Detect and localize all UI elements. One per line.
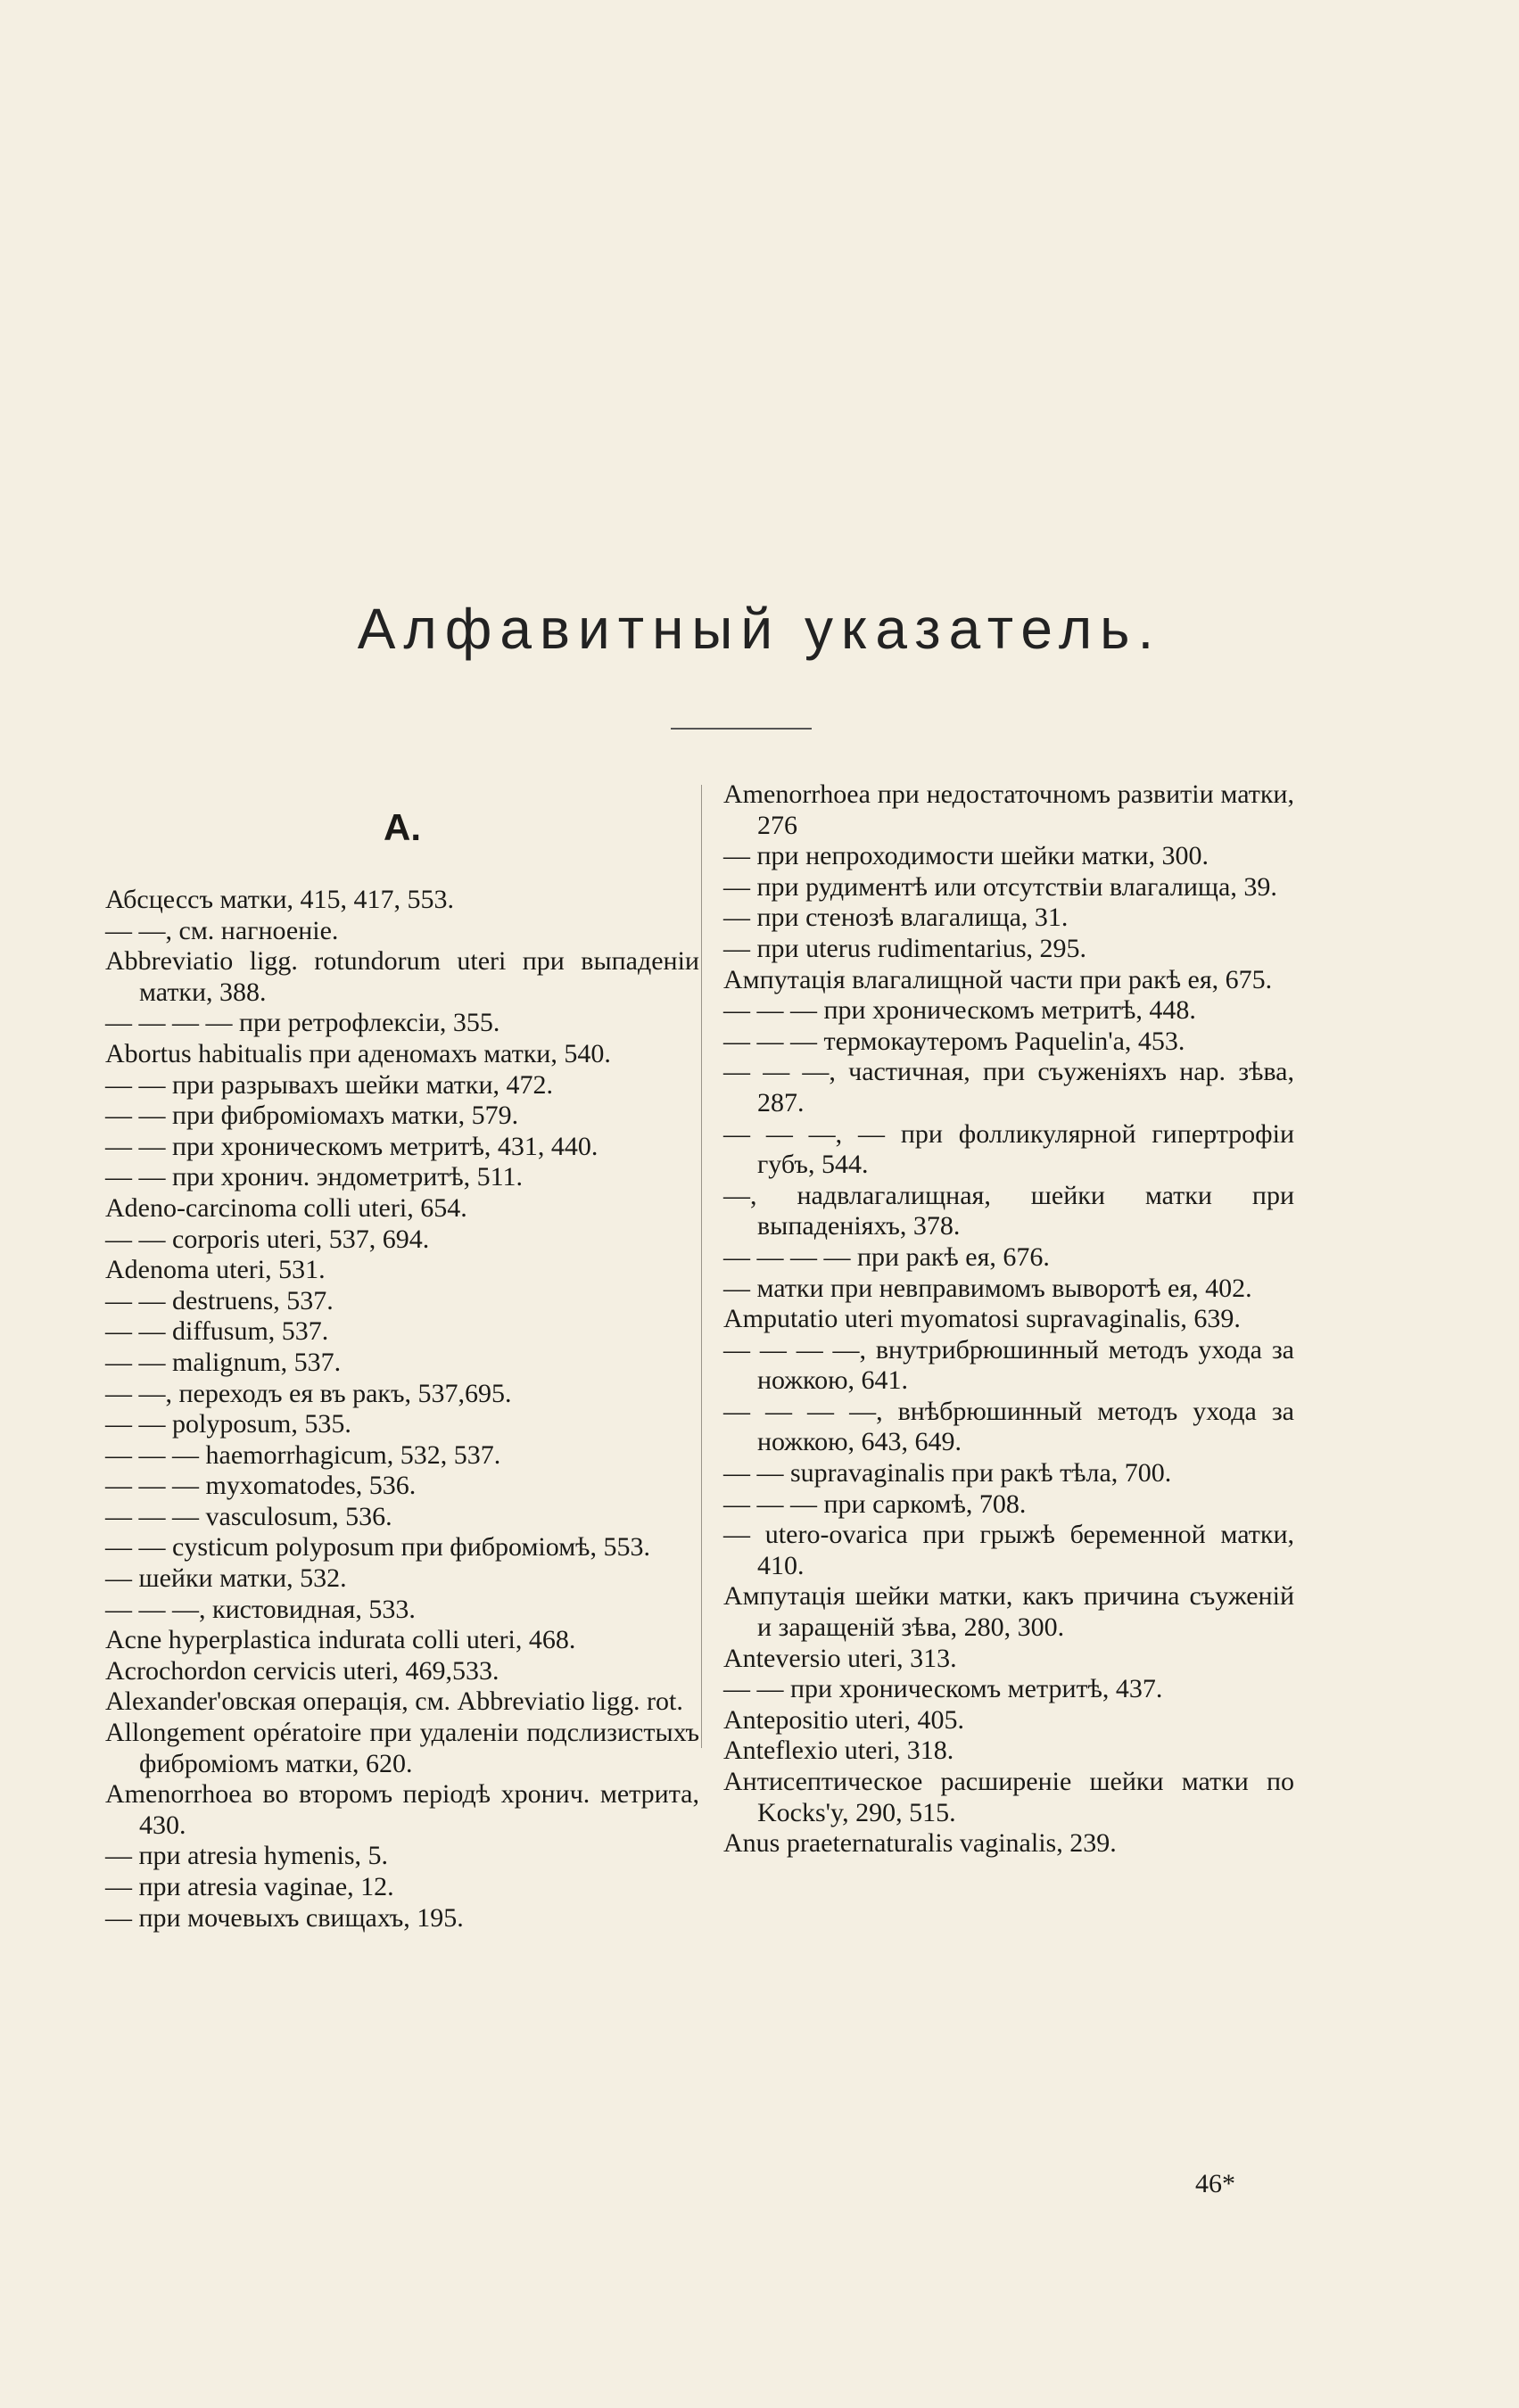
- title-rule: [671, 728, 812, 730]
- index-entry: — — при фиброміомахъ матки, 579.: [105, 1101, 519, 1131]
- index-entry: — — — myxomatodes, 536.: [105, 1471, 417, 1501]
- index-entry: Amputatio uteri myomatosi supravaginalis, 639.: [723, 1304, 1241, 1334]
- index-entry: — — — термокаутеромъ Paquelin'a, 453.: [723, 1026, 1185, 1056]
- left-entry-list: [105, 885, 699, 1934]
- index-entry: Ампутація шейки матки, какъ причина съуженій и заращеній зѣва, 280, 300.: [723, 1581, 1294, 1643]
- index-entry: — —, см. нагноеніе.: [105, 915, 339, 945]
- index-entry: Alexander'овская операція, см. Abbreviatio ligg. rot.: [105, 1686, 683, 1717]
- left-column: [105, 803, 699, 1934]
- index-entry: Anus praeternaturalis vaginalis, 239.: [723, 1828, 1117, 1859]
- index-entry: — —, переходъ ея въ ракъ, 537,695.: [105, 1378, 512, 1408]
- index-entry: — — — при хроническомъ метритѣ, 448.: [723, 995, 1196, 1026]
- index-entry: — utero-ovarica при грыжѣ беременной матки, 410.: [723, 1520, 1294, 1580]
- index-entry: Antepositio uteri, 405.: [723, 1704, 964, 1735]
- index-entry: — — — vasculosum, 536.: [105, 1501, 392, 1531]
- index-entry: —, надвлагалищная, шейки матки при выпаденіяхъ, 378.: [723, 1180, 1294, 1241]
- index-entry: — — diffusum, 537.: [105, 1316, 329, 1347]
- index-entry: — — при хроническомъ метритѣ, 437.: [723, 1674, 1163, 1704]
- index-entry: Acrochordon cervicis uteri, 469,533.: [105, 1655, 499, 1686]
- column-divider: [701, 785, 702, 1748]
- index-entry: — — cysticum polyposum при фиброміомѣ, 553.: [105, 1532, 650, 1563]
- index-entry: — — при хронич. эндометритѣ, 511.: [105, 1162, 524, 1192]
- index-entry: — — — —, внѣбрюшинный методъ ухода за ножкою, 643, 649.: [723, 1396, 1294, 1457]
- index-entry: — — malignum, 537.: [105, 1347, 342, 1377]
- page-title: Алфавитный указатель.: [357, 597, 1162, 661]
- index-entry: — при стенозѣ влагалища, 31.: [723, 903, 1069, 933]
- index-entry: Abortus habitualis при аденомахъ матки, 540.: [105, 1038, 611, 1068]
- index-entry: — — corporis uteri, 537, 694.: [105, 1224, 430, 1254]
- index-entry: — — polyposum, 535.: [105, 1409, 351, 1439]
- index-entry: Антисептическое расширеніе шейки матки по Kocks'y, 290, 515.: [723, 1767, 1294, 1827]
- index-entry: — шейки матки, 532.: [105, 1563, 347, 1594]
- index-entry: Acne hyperplastica indurata colli uteri, 468.: [105, 1625, 576, 1655]
- index-entry: — при непроходимости шейки матки, 300.: [723, 841, 1209, 871]
- index-entry: — — destruens, 537.: [105, 1285, 334, 1315]
- right-entry-list: [723, 779, 1294, 1860]
- index-entry: — — supravaginalis при ракѣ тѣла, 700.: [723, 1458, 1172, 1489]
- section-letter: A.: [384, 806, 421, 848]
- index-entry: — — — при саркомѣ, 708.: [723, 1489, 1027, 1519]
- index-entry: Ампутація влагалищной части при ракѣ ея, 675.: [723, 964, 1273, 994]
- index-entry: — матки при невправимомъ выворотѣ ея, 402.: [723, 1273, 1252, 1303]
- index-entry: — — — — при ретрофлексіи, 355.: [105, 1008, 500, 1038]
- index-entry: Amenorrhoea при недостаточномъ развитіи матки, 276: [723, 779, 1294, 840]
- index-entry: Абсцессъ матки, 415, 417, 553.: [105, 885, 455, 914]
- index-entry: — — — — при ракѣ ея, 676.: [723, 1241, 1050, 1272]
- index-entry: — — —, — при фолликулярной гипертрофіи губъ, 544.: [723, 1118, 1294, 1180]
- index-entry: Amenorrhoea во второмъ періодѣ хронич. метрита, 430.: [105, 1779, 699, 1840]
- index-entry: — — при разрывахъ шейки матки, 472.: [105, 1069, 554, 1100]
- index-entry: — — —, кистовидная, 533.: [105, 1594, 416, 1624]
- index-entry: Anteflexio uteri, 318.: [723, 1736, 954, 1766]
- index-entry: — при мочевыхъ свищахъ, 195.: [105, 1902, 464, 1933]
- page-number: 46*: [1195, 2169, 1235, 2198]
- index-entry: — при atresia vaginae, 12.: [105, 1872, 394, 1901]
- index-entry: Anteversio uteri, 313.: [723, 1643, 957, 1673]
- right-column: [723, 779, 1294, 1860]
- index-entry: Abbreviatio ligg. rotundorum uteri при выпаденіи матки, 388.: [105, 946, 699, 1007]
- index-entry: Adenoma uteri, 531.: [105, 1255, 326, 1285]
- index-entry: — при uterus rudimentarius, 295.: [723, 933, 1087, 963]
- index-entry: — — при хроническомъ метритѣ, 431, 440.: [105, 1131, 599, 1161]
- index-entry: — — — haemorrhagicum, 532, 537.: [105, 1439, 501, 1470]
- index-entry: — — — —, внутрибрюшинный методъ ухода за ножкою, 641.: [723, 1334, 1294, 1396]
- index-entry: Adeno-carcinoma colli uteri, 654.: [105, 1192, 467, 1223]
- index-entry: Allongement opératoire при удаленіи подслизистыхъ фиброміомъ матки, 620.: [105, 1718, 699, 1778]
- index-entry: — при рудиментѣ или отсутствіи влагалища, 39.: [723, 871, 1277, 902]
- index-entry: — при atresia hymenis, 5.: [105, 1841, 389, 1871]
- index-entry: — — —, частичная, при съуженіяхъ нар. зѣва, 287.: [723, 1057, 1294, 1117]
